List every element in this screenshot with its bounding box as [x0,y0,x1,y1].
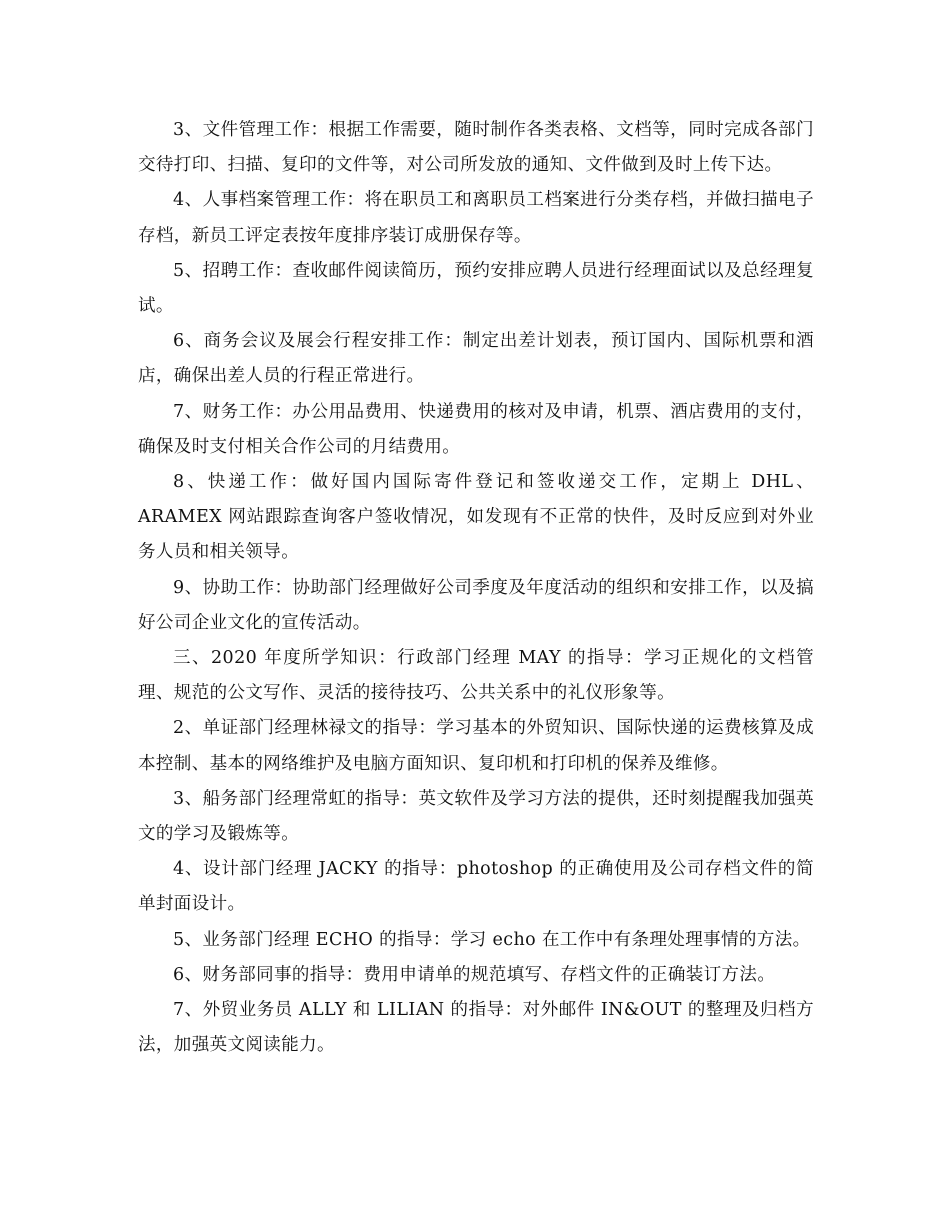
paragraph-knowledge-finance: 6、财务部同事的指导：费用申请单的规范填写、存档文件的正确装订方法。 [173,964,776,985]
paragraph-knowledge-business: 5、业务部门经理 ECHO 的指导：学习 echo 在工作中有条理处理事情的方法。 [173,929,811,950]
paragraph-assistance: 9、协助工作：协助部门经理做好公司季度及年度活动的组织和安排工作，以及搞好公司企业文化的宣传活动。 [138,577,814,633]
paragraph-knowledge-documents: 2、单证部门经理林禄文的指导：学习基本的外贸知识、国际快递的运费核算及成本控制、基本的网络维护及电脑方面知识、复印机和打印机的保养及维修。 [138,718,814,774]
paragraph-knowledge-admin: 三、2020 年度所学知识：行政部门经理 MAY 的指导：学习正规化的文档管理、规范的公文写作、灵活的接待技巧、公共关系中的礼仪形象等。 [138,648,814,704]
document-body [138,113,814,1063]
paragraph-knowledge-design: 4、设计部门经理 JACKY 的指导：photoshop 的正确使用及公司存档文件的简单封面设计。 [138,859,814,915]
paragraph-business-travel: 6、商务会议及展会行程安排工作：制定出差计划表，预订国内、国际机票和酒店，确保出差人员的行程正常进行。 [138,331,814,387]
paragraph-recruitment: 5、招聘工作：查收邮件阅读简历，预约安排应聘人员进行经理面试以及总经理复试。 [138,260,814,317]
paragraph-file-management: 3、文件管理工作：根据工作需要，随时制作各类表格、文档等，同时完成各部门交待打印、扫描、复印的文件等，对公司所发放的通知、文件做到及时上传下达。 [138,120,814,176]
paragraph-knowledge-shipping: 3、船务部门经理常虹的指导：英文软件及学习方法的提供，还时刻提醒我加强英文的学习及锻炼等。 [138,788,814,845]
paragraph-finance: 7、财务工作：办公用品费用、快递费用的核对及申请，机票、酒店费用的支付，确保及时支付相关合作公司的月结费用。 [138,401,814,457]
paragraph-express-delivery: 8、快递工作：做好国内国际寄件登记和签收递交工作，定期上 DHL、ARAMEX 网站跟踪查询客户签收情况，如发现有不正常的快件，及时反应到对外业务人员和相关领导。 [138,472,814,563]
paragraph-knowledge-trade: 7、外贸业务员 ALLY 和 LILIAN 的指导：对外邮件 IN&OUT 的整理及归档方法，加强英文阅读能力。 [138,1000,814,1056]
paragraph-personnel-archives: 4、人事档案管理工作：将在职员工和离职员工档案进行分类存档，并做扫描电子存档，新员工评定表按年度排序装订成册保存等。 [138,190,814,246]
